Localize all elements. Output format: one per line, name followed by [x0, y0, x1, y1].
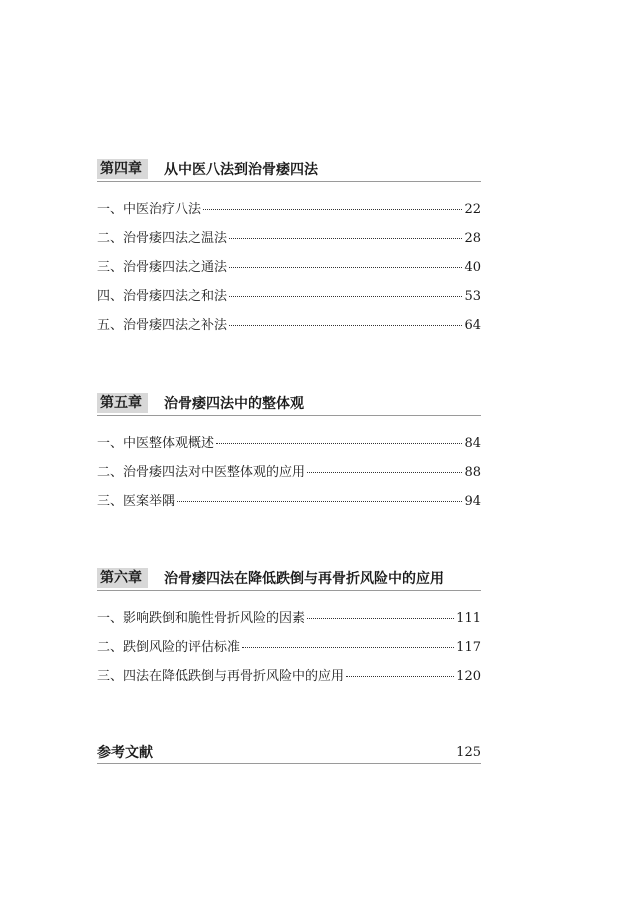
dot-leader	[229, 238, 462, 239]
chapter-heading	[97, 158, 481, 182]
entry-page: 64	[464, 318, 481, 333]
entry-title: 二、跌倒风险的评估标准	[97, 640, 241, 655]
chapter-heading	[97, 567, 481, 591]
entry-title: 五、治骨痿四法之补法	[97, 318, 228, 333]
toc-entry[interactable]	[97, 259, 481, 288]
entry-page: 88	[464, 465, 481, 480]
entry-page: 22	[464, 202, 481, 217]
toc-entry[interactable]	[97, 668, 481, 697]
toc-entry[interactable]	[97, 201, 481, 230]
entry-page: 111	[456, 611, 481, 626]
toc-entry[interactable]	[97, 435, 481, 464]
toc-entry[interactable]	[97, 288, 481, 317]
entry-page: 84	[464, 436, 481, 451]
toc-entry[interactable]	[97, 493, 481, 522]
entry-page: 53	[464, 289, 481, 304]
chapter-number: 第六章	[97, 568, 148, 588]
entry-title: 一、中医治疗八法	[97, 202, 202, 217]
entry-page: 120	[456, 669, 481, 684]
entry-title: 四、治骨痿四法之和法	[97, 289, 228, 304]
chapter-title[interactable]: 从中医八法到治骨痿四法	[164, 162, 318, 178]
dot-leader	[242, 647, 454, 648]
entry-title: 一、影响跌倒和脆性骨折风险的因素	[97, 611, 306, 626]
dot-leader	[229, 296, 462, 297]
entry-title: 三、医案举隅	[97, 494, 176, 509]
dot-leader	[216, 443, 462, 444]
dot-leader	[229, 267, 462, 268]
toc-entry[interactable]	[97, 639, 481, 668]
chapter-title[interactable]: 治骨痿四法在降低跌倒与再骨折风险中的应用	[164, 571, 444, 587]
dot-leader	[346, 676, 454, 677]
entry-title: 三、治骨痿四法之通法	[97, 260, 228, 275]
toc-entry[interactable]	[97, 317, 481, 346]
entry-title: 二、治骨痿四法对中医整体观的应用	[97, 465, 306, 480]
dot-leader	[307, 618, 454, 619]
chapter-number: 第四章	[97, 159, 148, 179]
chapter-4	[97, 158, 481, 346]
references-entry[interactable]	[97, 741, 481, 764]
toc-entry[interactable]	[97, 610, 481, 639]
chapter-title[interactable]: 治骨痿四法中的整体观	[164, 396, 304, 412]
entry-page: 28	[464, 231, 481, 246]
dot-leader	[177, 501, 462, 502]
dot-leader	[229, 325, 462, 326]
chapter-heading	[97, 392, 481, 416]
chapter-5	[97, 392, 481, 522]
references-page: 125	[456, 744, 481, 760]
chapter-number: 第五章	[97, 393, 148, 413]
references-title: 参考文献	[97, 745, 153, 761]
entry-title: 一、中医整体观概述	[97, 436, 215, 451]
toc-entry[interactable]	[97, 230, 481, 259]
dot-leader	[307, 472, 462, 473]
dot-leader	[203, 209, 462, 210]
entry-title: 二、治骨痿四法之温法	[97, 231, 228, 246]
entry-page: 94	[464, 494, 481, 509]
entry-page: 117	[456, 640, 481, 655]
toc-entry[interactable]	[97, 464, 481, 493]
entry-page: 40	[464, 260, 481, 275]
entry-title: 三、四法在降低跌倒与再骨折风险中的应用	[97, 669, 345, 684]
chapter-6	[97, 567, 481, 697]
